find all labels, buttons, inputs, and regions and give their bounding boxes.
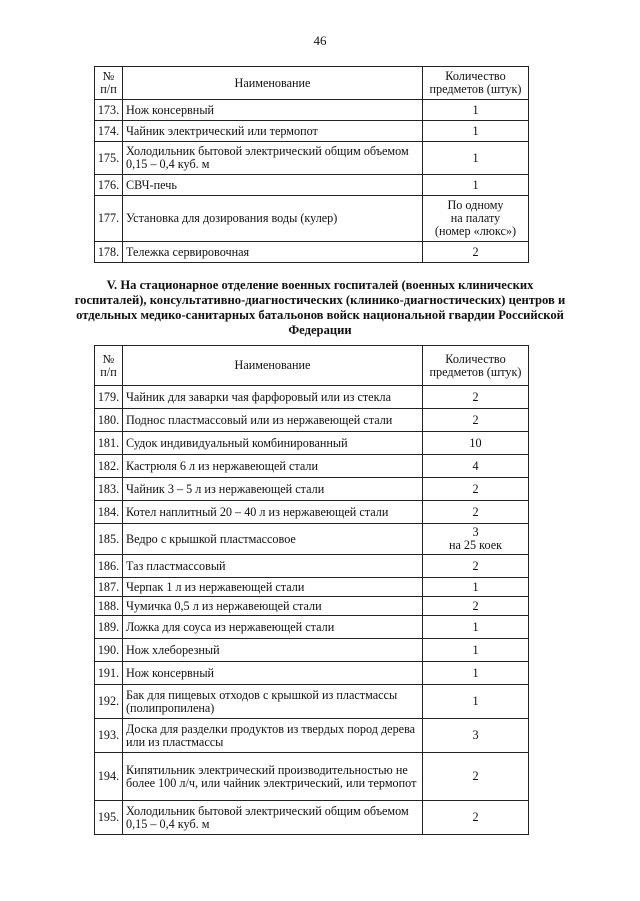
item-name: Доска для разделки продуктов из твердых пород дерева или из пластмассы bbox=[123, 719, 423, 753]
item-quantity bbox=[423, 753, 529, 801]
quantity-line: 2 bbox=[472, 598, 479, 613]
quantity-line: 2 bbox=[472, 412, 479, 427]
item-name: Ложка для соуса из нержавеющей стали bbox=[123, 616, 423, 639]
page-number: 46 bbox=[313, 33, 327, 48]
row-number: 195. bbox=[95, 801, 123, 835]
items-table-1 bbox=[94, 66, 529, 263]
item-quantity bbox=[423, 801, 529, 835]
quantity-line: (номер «люкс») bbox=[434, 224, 517, 238]
item-name: Поднос пластмассовый или из нержавеющей стали bbox=[123, 409, 423, 432]
item-quantity bbox=[423, 121, 529, 142]
quantity-line: 1 bbox=[472, 579, 479, 594]
row-number: 187. bbox=[95, 578, 123, 597]
table-row bbox=[95, 142, 529, 175]
row-number: 190. bbox=[95, 639, 123, 662]
items-table-2 bbox=[94, 345, 529, 835]
item-name: Нож хлеборезный bbox=[123, 639, 423, 662]
header-number: № п/п bbox=[95, 346, 123, 386]
table-row bbox=[95, 478, 529, 501]
quantity-line: 3 bbox=[472, 728, 479, 742]
table-row bbox=[95, 801, 529, 835]
item-quantity bbox=[423, 242, 529, 263]
row-number: 194. bbox=[95, 753, 123, 801]
row-number: 189. bbox=[95, 616, 123, 639]
quantity-line: 2 bbox=[472, 810, 479, 824]
row-number: 173. bbox=[95, 100, 123, 121]
item-name: Тележка сервировочная bbox=[123, 242, 423, 263]
row-number: 181. bbox=[95, 432, 123, 455]
item-name: Котел наплитный 20 – 40 л из нержавеющей стали bbox=[123, 501, 423, 524]
item-quantity bbox=[423, 639, 529, 662]
item-quantity bbox=[423, 662, 529, 685]
quantity-line: 1 bbox=[472, 150, 479, 165]
item-quantity bbox=[423, 501, 529, 524]
row-number: 191. bbox=[95, 662, 123, 685]
item-name: Холодильник бытовой электрический общим объемом 0,15 – 0,4 куб. м bbox=[123, 142, 423, 175]
quantity-line: 1 bbox=[472, 694, 479, 708]
row-number: 185. bbox=[95, 524, 123, 555]
quantity-line: 3 bbox=[472, 525, 479, 539]
item-name: Чайник 3 – 5 л из нержавеющей стали bbox=[123, 478, 423, 501]
quantity-line: 1 bbox=[472, 642, 479, 657]
item-quantity bbox=[423, 478, 529, 501]
table-row bbox=[95, 578, 529, 597]
table-row bbox=[95, 685, 529, 719]
quantity-line: 1 bbox=[472, 102, 479, 117]
row-number: 183. bbox=[95, 478, 123, 501]
item-quantity bbox=[423, 386, 529, 409]
table-1-body bbox=[95, 100, 529, 263]
table-row bbox=[95, 121, 529, 142]
header-name: Наименование bbox=[123, 346, 423, 386]
table-row bbox=[95, 753, 529, 801]
row-number: 186. bbox=[95, 555, 123, 578]
row-number: 188. bbox=[95, 597, 123, 616]
item-quantity bbox=[423, 432, 529, 455]
table-row bbox=[95, 501, 529, 524]
item-quantity bbox=[423, 142, 529, 175]
table-row bbox=[95, 597, 529, 616]
row-number: 193. bbox=[95, 719, 123, 753]
table-row bbox=[95, 409, 529, 432]
row-number: 174. bbox=[95, 121, 123, 142]
item-name: Судок индивидуальный комбинированный bbox=[123, 432, 423, 455]
item-quantity bbox=[423, 175, 529, 196]
row-number: 178. bbox=[95, 242, 123, 263]
quantity-line: 2 bbox=[472, 389, 479, 404]
item-name: Чумичка 0,5 л из нержавеющей стали bbox=[123, 597, 423, 616]
table-row bbox=[95, 175, 529, 196]
item-name: Ведро с крышкой пластмассовое bbox=[123, 524, 423, 555]
quantity-line: 2 bbox=[472, 244, 479, 259]
item-name: Кипятильник электрический производительностью не более 100 л/ч, или чайник электрический, или термопот bbox=[123, 753, 423, 801]
table-row bbox=[95, 524, 529, 555]
item-name: СВЧ-печь bbox=[123, 175, 423, 196]
item-quantity bbox=[423, 685, 529, 719]
table-row bbox=[95, 719, 529, 753]
quantity-line: 2 bbox=[472, 769, 479, 783]
table-row bbox=[95, 196, 529, 242]
quantity-line: 10 bbox=[469, 435, 482, 450]
table-row bbox=[95, 662, 529, 685]
quantity-line: на палату bbox=[450, 211, 501, 225]
item-name: Таз пластмассовый bbox=[123, 555, 423, 578]
quantity-line: 1 bbox=[472, 177, 479, 192]
header-quantity: Количество предметов (штук) bbox=[423, 67, 529, 100]
row-number: 176. bbox=[95, 175, 123, 196]
item-name: Бак для пищевых отходов с крышкой из пластмассы (полипропилена) bbox=[123, 685, 423, 719]
item-quantity bbox=[423, 455, 529, 478]
quantity-line: 1 bbox=[472, 619, 479, 634]
table-row bbox=[95, 100, 529, 121]
header-name: Наименование bbox=[123, 67, 423, 100]
item-quantity bbox=[423, 597, 529, 616]
section-title: V. На стационарное отделение военных госпиталей (военных клинических госпиталей), консультативно-диагностических (клинико-диагностических) центров и отдельных медико-санитарных батальонов войск национальной гвардии Российской Федерации bbox=[74, 278, 566, 337]
item-quantity bbox=[423, 409, 529, 432]
quantity-line: По одному bbox=[447, 198, 504, 212]
table-row bbox=[95, 616, 529, 639]
table-row bbox=[95, 555, 529, 578]
table-row bbox=[95, 386, 529, 409]
quantity-line: 1 bbox=[472, 123, 479, 138]
item-name: Нож консервный bbox=[123, 662, 423, 685]
item-quantity bbox=[423, 719, 529, 753]
row-number: 182. bbox=[95, 455, 123, 478]
item-name: Чайник для заварки чая фарфоровый или из стекла bbox=[123, 386, 423, 409]
item-quantity bbox=[423, 555, 529, 578]
header-number: № п/п bbox=[95, 67, 123, 100]
item-name: Черпак 1 л из нержавеющей стали bbox=[123, 578, 423, 597]
quantity-line: 4 bbox=[472, 458, 479, 473]
row-number: 179. bbox=[95, 386, 123, 409]
quantity-line: на 25 коек bbox=[448, 538, 503, 552]
quantity-line: 2 bbox=[472, 558, 479, 573]
item-name: Установка для дозирования воды (кулер) bbox=[123, 196, 423, 242]
item-name: Чайник электрический или термопот bbox=[123, 121, 423, 142]
row-number: 184. bbox=[95, 501, 123, 524]
item-quantity bbox=[423, 100, 529, 121]
item-quantity bbox=[423, 578, 529, 597]
row-number: 177. bbox=[95, 196, 123, 242]
table-row bbox=[95, 455, 529, 478]
table-row bbox=[95, 242, 529, 263]
row-number: 180. bbox=[95, 409, 123, 432]
item-quantity bbox=[423, 524, 529, 555]
quantity-line: 2 bbox=[472, 481, 479, 496]
item-quantity bbox=[423, 196, 529, 242]
item-quantity bbox=[423, 616, 529, 639]
quantity-line: 1 bbox=[472, 665, 479, 680]
table-row bbox=[95, 639, 529, 662]
item-name: Нож консервный bbox=[123, 100, 423, 121]
header-quantity: Количество предметов (штук) bbox=[423, 346, 529, 386]
item-name: Холодильник бытовой электрический общим объемом 0,15 – 0,4 куб. м bbox=[123, 801, 423, 835]
table-row bbox=[95, 432, 529, 455]
row-number: 192. bbox=[95, 685, 123, 719]
row-number: 175. bbox=[95, 142, 123, 175]
table-2-body bbox=[95, 386, 529, 835]
item-name: Кастрюля 6 л из нержавеющей стали bbox=[123, 455, 423, 478]
quantity-line: 2 bbox=[472, 504, 479, 519]
